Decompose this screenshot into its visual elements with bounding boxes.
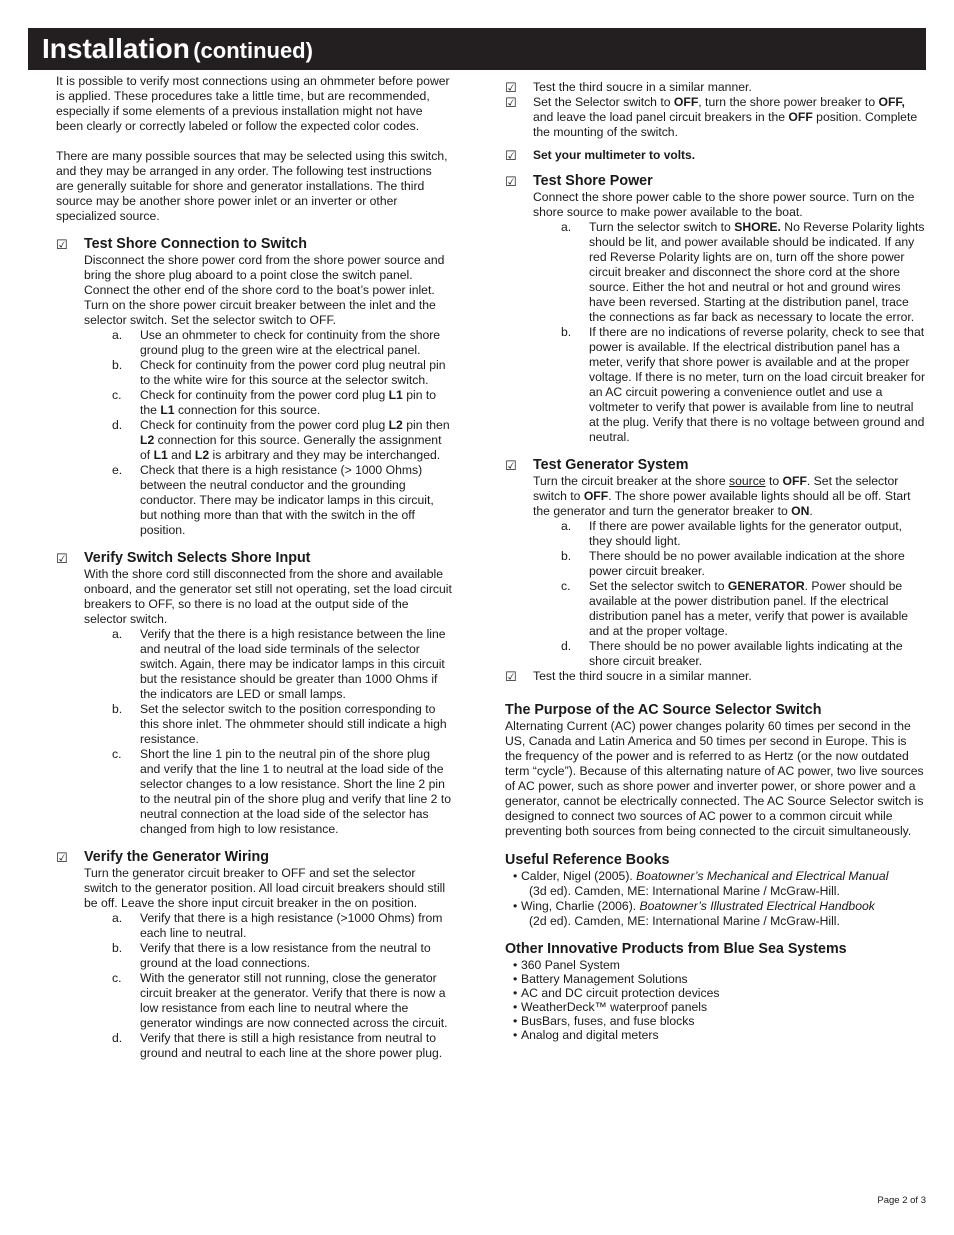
bullet-icon: • [513,1000,518,1014]
list-item-text: Short the line 1 pin to the neutral pin of the shore plug and verify that the line 1 to neutral at the load side of the selector changes to a low resistance. Short the line 2 pin to the neutral pin of the shore plug and verify that line 2 to neutral connection at the load side of the selector has changed from high to low resistance. [140,747,451,836]
checkbox-icon: ☑ [505,174,517,189]
list-item [112,941,452,971]
check-item-text: Test the third soucre in a similar manner. [533,669,752,683]
bullet-icon: • [513,1014,518,1028]
text-run: Wing, Charlie (2006). [521,899,640,913]
list-item-text: There should be no power available lights indicating at the shore circuit breaker. [589,639,903,668]
list-item [112,627,452,702]
checkbox-icon: ☑ [56,850,68,865]
bold-run: L2 [194,448,210,462]
bold-run: OFF [583,489,609,503]
section-verify-generator [56,849,452,1061]
list-marker: c. [112,747,122,761]
section-test-generator [505,457,925,669]
list-item-text: With the generator still not running, close the generator circuit breaker at the generator. Verify that there is now a low resistance from each line to neutral where the generator windings are now connected across the circuit. [140,971,448,1030]
left-column [56,74,452,1061]
list-item-text: Verify that there is a high resistance (>1000 Ohms) from each line to neutral. [140,911,443,940]
list-item [112,1031,452,1061]
step-list [84,911,452,1061]
book-title: Boatowner’s Mechanical and Electrical Manual [636,869,889,883]
section-test-shore-power [505,173,925,445]
list-marker: c. [561,579,571,593]
bullet-icon: • [513,958,518,972]
list-item [112,358,452,388]
list-item [513,1028,925,1042]
bullet-icon: • [513,986,518,1000]
list-marker: a. [561,220,572,234]
right-column [505,80,925,1042]
intro-paragraph-2: There are many possible sources that may be selected using this switch, and they may be arranged in any order. The following test instructions are generally suitable for shore and generator installations. The third source may be another shore power inlet or an inverter or other specialized source. [56,149,448,223]
list-item [513,1000,925,1014]
list-marker: b. [112,702,123,716]
list-marker: a. [112,911,123,925]
intro-paragraph-1: It is possible to verify most connections using an ohmmeter before power is applied. These procedures take a little time, but are recommended, especially if some elements of a previous installation might not have been clearly or correctly labeled or follow the expected color codes. [56,74,450,133]
list-marker: a. [561,519,572,533]
bullet-icon: • [513,869,518,883]
checkbox-icon: ☑ [505,458,517,473]
list-item-text: If there are no indications of reverse polarity, check to see that power is available. If the electrical distribution panel has a meter, verify that shore power is available and at the proper voltage. If there is no meter, turn on the load circuit breaker for an AC circuit powering a convenience outlet and use a voltmeter to verify that power is available from line to neutral at the plug. Verify that there is no voltage between ground and neutral. [589,325,926,444]
books-heading: Useful Reference Books [505,852,670,868]
check-item [505,148,925,163]
list-item [112,388,452,418]
text-run: position. Complete the mounting of the switch. [533,110,918,139]
check-item-text: Set your multimeter to volts. [533,148,696,162]
bold-run: L1 [388,388,403,402]
section-title: Test Shore Connection to Switch [84,236,307,252]
text-run: Check for continuity from the power cord plug [140,388,389,402]
list-item [112,328,452,358]
check-item-text: Test the third soucre in a similar manner. [533,80,752,94]
text-run: Check for continuity from the power cord plug [140,418,389,432]
list-item [561,325,926,445]
bold-run: L1 [153,448,168,462]
step-list [84,627,452,837]
list-item-text: Set the selector switch to the position corresponding to this shore inlet. The ohmmeter should still indicate a high resistance. [140,702,447,746]
text-run: , turn the shore power breaker to [698,95,879,109]
list-item-text: Battery Management Solutions [521,972,688,986]
list-item-text: 360 Panel System [521,958,620,972]
section-title: Test Generator System [533,457,689,473]
section-body: Disconnect the shore power cord from the shore power source and bring the shore plug aboard to a point close the switch panel. Connect the other end of the shore cord to the boat’s power inlet. Turn on the shore power circuit breaker between the inlet and the selector switch. Set the selector switch to OFF. [84,253,445,327]
list-item [112,747,452,837]
list-marker: c. [112,388,122,402]
bold-run: OFF, [878,95,905,109]
list-item [561,549,925,579]
list-item [513,972,925,986]
bold-run: GENERATOR [727,579,805,593]
text-run: . The shore power available lights should all be off. Start the generator and turn the generator breaker to [533,489,911,518]
list-marker: d. [561,639,572,653]
list-item [561,220,925,325]
checkbox-icon: ☑ [56,237,68,252]
checkbox-icon: ☑ [505,80,517,95]
products-heading: Other Innovative Products from Blue Sea Systems [505,941,847,957]
text-run: and [167,448,195,462]
list-item [112,418,452,463]
checkbox-icon: ☑ [505,95,517,110]
text-run: Set the Selector switch to [533,95,674,109]
list-marker: b. [112,358,123,372]
text-run: Turn the circuit breaker at the shore [533,474,729,488]
bold-run: OFF [788,110,813,124]
bold-run: OFF [782,474,807,488]
text-run: (3d ed). Camden, ME: International Marine / McGraw-Hill. [529,884,840,898]
check-item [505,669,925,684]
section-test-shore-connection [56,236,452,538]
list-item-text: Verify that there is a low resistance from the neutral to ground at the load connections. [140,941,431,970]
list-item [513,958,925,972]
list-item-text: Analog and digital meters [521,1028,659,1042]
list-item-text: Check for continuity from the power cord plug neutral pin to the white wire for this source at the selector switch. [140,358,446,387]
bold-run: SHORE. [734,220,781,234]
check-item [505,95,925,140]
text-run: connection for this source. Generally the assignment of [140,433,442,462]
text-run: Turn the selector switch to [589,220,735,234]
bold-run: L2 [140,433,155,447]
checkbox-icon: ☑ [56,551,68,566]
list-marker: b. [561,549,572,563]
checkbox-icon: ☑ [505,148,517,163]
list-marker: c. [112,971,122,985]
underline-run: source [729,474,766,488]
section-body: With the shore cord still disconnected from the shore and available onboard, and the generator set still not operating, set the load circuit breakers to OFF, so there is no load at the output side of the selector switch. [84,567,452,626]
bold-run: ON [791,504,810,518]
section-verify-switch-shore [56,550,452,837]
list-marker: d. [112,418,123,432]
text-run: Set the selector switch to [589,579,728,593]
text-run: to [765,474,783,488]
list-item-text: Check that there is a high resistance (> 1000 Ohms) between the neutral conductor and the grounding conductor. There may be indicator lamps in this circuit, but nothing more than that with the switch in the off position. [140,463,434,537]
section-title: Test Shore Power [533,173,653,189]
text-run: pin then [402,418,450,432]
list-item [561,519,925,549]
products-list [505,958,925,1042]
list-item-text: BusBars, fuses, and fuse blocks [521,1014,695,1028]
step-list [533,220,925,445]
text-run: . Set the selector switch to [533,474,899,503]
section-title: Verify the Generator Wiring [84,849,269,865]
list-item-text: There should be no power available indication at the shore power circuit breaker. [589,549,905,578]
purpose-body: Alternating Current (AC) power changes polarity 60 times per second in the US, Canada and Latin America and 50 times per second in Europe. This is the frequency of the power and is referred to as Hertz (or the now outdated term “cycle”). Because of this alternating nature of AC power, two live sources of AC power, such as shore power and inverter power, or shore power and a generator, cannot be electrically connected. The AC Source Selector switch is designed to connect two sources of AC power to a common circuit while preventing both sources from being connected to the circuit simultaneously. [505,719,924,838]
text-run: is arbitrary and they may be interchanged. [209,448,441,462]
bullet-icon: • [513,1028,518,1042]
page-title: Installation [42,33,190,64]
step-list [533,519,925,669]
list-item-text: Verify that the there is a high resistance between the line and neutral of the load side terminals of the selector switch. Again, there may be indicator lamps in this circuit but the resistance should be greater than 1000 Ohms if the indicators are LED or small lamps. [140,627,446,701]
section-header-banner [28,28,926,70]
list-marker: a. [112,328,123,342]
list-item [561,579,925,639]
check-item [505,80,925,95]
book-title: Boatowner’s Illustrated Electrical Handbook [639,899,875,913]
list-item [112,911,452,941]
purpose-heading: The Purpose of the AC Source Selector Switch [505,702,822,718]
bullet-icon: • [513,972,518,986]
list-item [112,463,452,538]
list-marker: e. [112,463,123,477]
list-item [513,986,925,1000]
list-marker: b. [112,941,123,955]
text-run: No Reverse Polarity lights should be lit, and power available should be indicated. If any red Reverse Polarity lights are on, turn off the shore power circuit breaker and disconnect the shore cord at the shore source. Either the hot and neutral or hot and ground wires have been reversed. Starting at the distribution panel, trace the connections as far back as necessary to locate the error. [589,220,925,324]
checkbox-icon: ☑ [505,669,517,684]
text-run: and leave the load panel circuit breakers in the [533,110,789,124]
books-list [505,869,925,929]
section-body: Turn the generator circuit breaker to OFF and set the selector switch to the generator position. All load circuit breakers should still be off. Leave the shore input circuit breaker in the on position. [84,866,446,910]
list-item-text: WeatherDeck™ waterproof panels [521,1000,708,1014]
page-number: Page 2 of 3 [877,1195,926,1206]
bold-run: L2 [388,418,403,432]
list-item [112,971,452,1031]
list-item [513,899,925,929]
list-item [112,702,452,747]
list-item [513,869,925,899]
text-run: . [809,504,813,518]
section-body [533,474,925,519]
list-item [561,639,925,669]
list-item-text: If there are power available lights for the generator output, they should light. [589,519,903,548]
text-run: Calder, Nigel (2005). [521,869,637,883]
bullet-icon: • [513,899,518,913]
section-body: Connect the shore power cable to the shore power source. Turn on the shore source to make power available to the boat. [533,190,915,219]
text-run: pin to the [140,388,437,417]
text-run: connection for this source. [174,403,321,417]
list-marker: b. [561,325,572,339]
list-marker: d. [112,1031,123,1045]
text-run: (2d ed). Camden, ME: International Marine / McGraw-Hill. [529,914,840,928]
list-item [513,1014,925,1028]
text-run: . Power should be available at the power distribution panel. If the electrical distribution panel has a meter, verify that power is available and at the proper voltage. [589,579,909,638]
section-title: Verify Switch Selects Shore Input [84,550,311,566]
list-item-text: Use an ohmmeter to check for continuity from the shore ground plug to the green wire at the electrical panel. [140,328,441,357]
list-item-text: AC and DC circuit protection devices [521,986,720,1000]
list-marker: a. [112,627,123,641]
step-list [84,328,452,538]
list-item-text: Verify that there is still a high resistance from neutral to ground and neutral to each line at the shore power plug. [140,1031,443,1060]
bold-run: OFF [673,95,699,109]
page-title-suffix: (continued) [193,38,313,63]
bold-run: L1 [160,403,175,417]
